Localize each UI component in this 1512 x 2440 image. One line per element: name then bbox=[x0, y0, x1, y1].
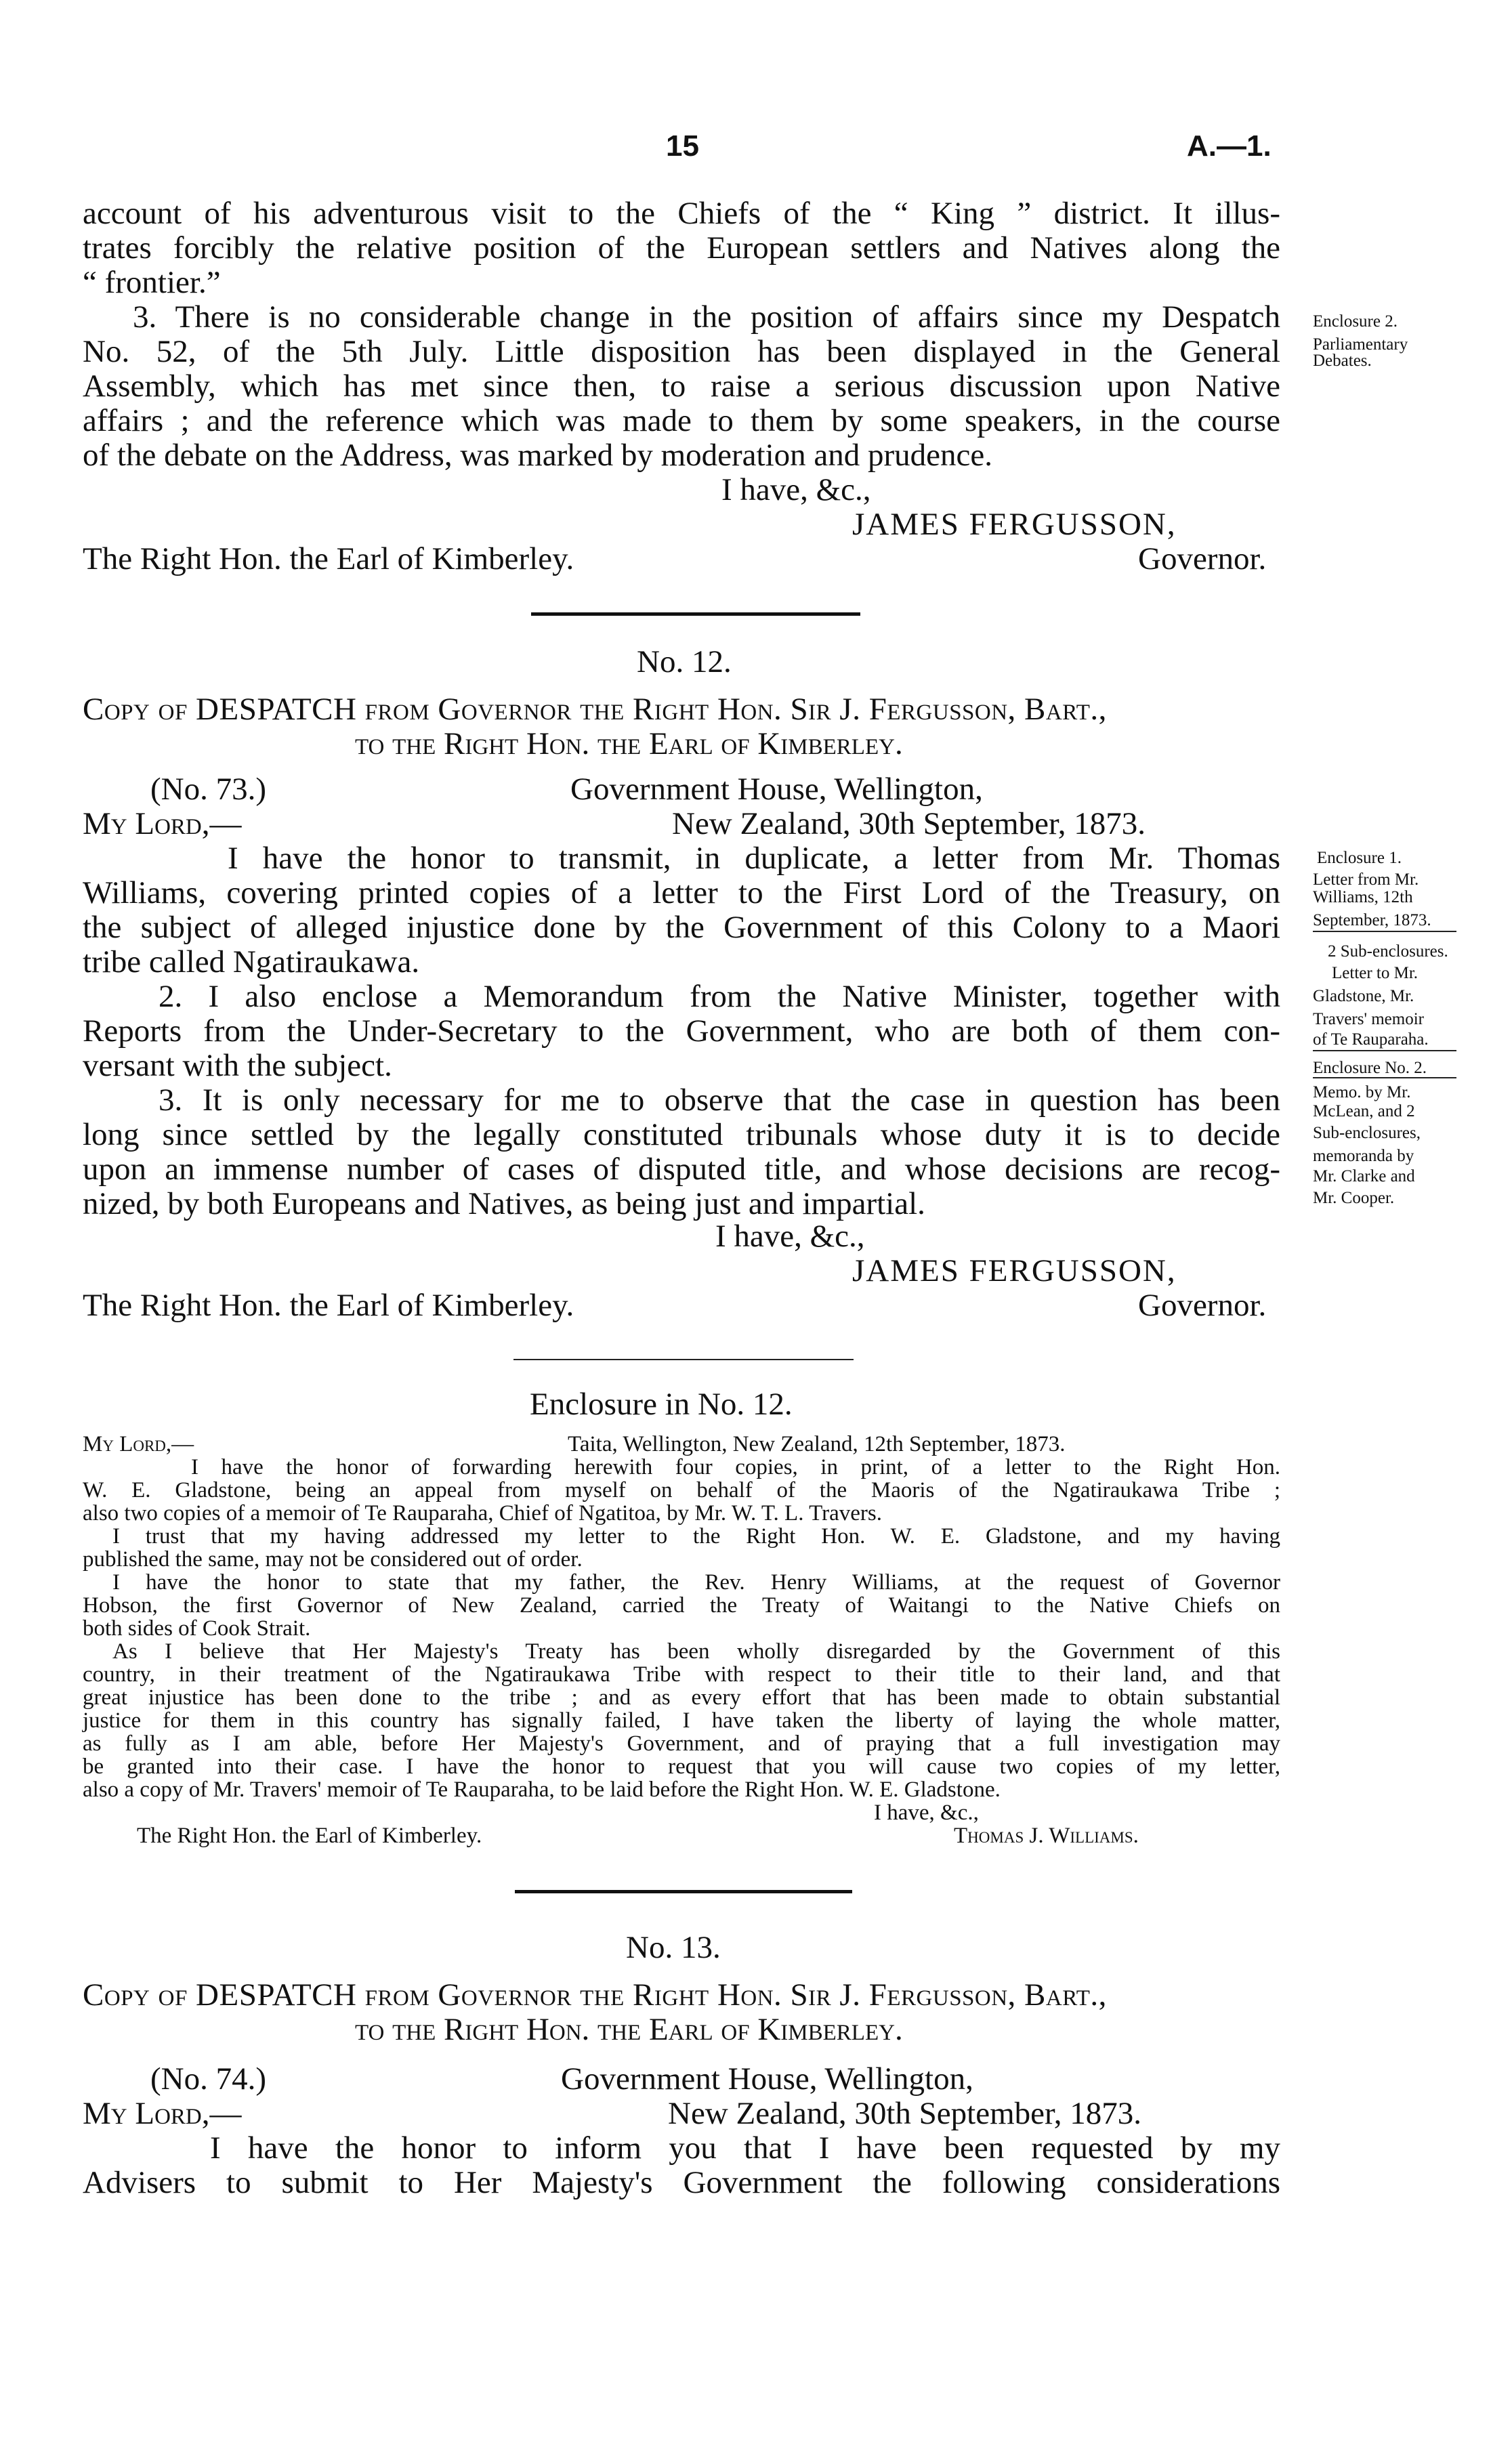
letter-line: W. E. Gladstone, being an appeal from myself on behalf of the Maoris of the Ngatiraukawa Tribe ; bbox=[83, 1478, 1280, 1502]
place-line: Taita, Wellington, New Zealand, 12th September, 1873. bbox=[568, 1432, 1066, 1456]
addressee: The Right Hon. the Earl of Kimberley. bbox=[137, 1824, 482, 1848]
letter-line: also two copies of a memoir of Te Rauparaha, Chief of Ngatitoa, by Mr. W. T. L. Travers. bbox=[83, 1501, 882, 1526]
margin-note: Debates. bbox=[1313, 352, 1372, 370]
place-line: Government House, Wellington, bbox=[570, 772, 983, 807]
page-number: 15 bbox=[666, 129, 699, 163]
place-line: Government House, Wellington, bbox=[561, 2061, 973, 2097]
section-divider bbox=[513, 1359, 854, 1360]
margin-note: memoranda by bbox=[1313, 1147, 1414, 1165]
body-line: Williams, covering printed copies of a letter to the First Lord of the Treasury, on bbox=[83, 875, 1280, 910]
body-line: trates forcibly the relative position of the European settlers and Natives along the bbox=[83, 230, 1280, 266]
letter-line: I trust that my having addressed my letter to the Right Hon. W. E. Gladstone, and my having bbox=[112, 1524, 1280, 1549]
body-line: 2. I also enclose a Memorandum from the Native Minister, together with bbox=[159, 979, 1280, 1014]
margin-divider bbox=[1313, 931, 1456, 932]
body-line: “ frontier.” bbox=[83, 265, 221, 300]
body-line: tribe called Ngatiraukawa. bbox=[83, 944, 420, 980]
body-line: affairs ; and the reference which was made to them by some speakers, in the course bbox=[83, 403, 1280, 438]
letter-line: justice for them in this country has signally failed, I have taken the liberty of laying the whole matter, bbox=[83, 1708, 1280, 1733]
margin-divider bbox=[1313, 1077, 1456, 1078]
body-line: the subject of alleged injustice done by the Government of this Colony to a Maori bbox=[83, 910, 1280, 945]
body-line: Reports from the Under-Secretary to the Government, who are both of them con- bbox=[83, 1013, 1280, 1049]
closing: I have, &c., bbox=[721, 472, 871, 507]
margin-divider bbox=[1313, 1050, 1456, 1051]
title: Governor. bbox=[1138, 541, 1267, 576]
letter-line: Hobson, the first Governor of New Zealand, carried the Treaty of Waitangi to the Native Chiefs on bbox=[83, 1593, 1280, 1618]
signature: JAMES FERGUSSON, bbox=[852, 507, 1177, 542]
body-line: No. 52, of the 5th July. Little disposition has been displayed in the General bbox=[83, 334, 1280, 369]
section-heading: No. 12. bbox=[637, 644, 732, 679]
letter-line: as fully as I am able, before Her Majesty's Government, and of praying that a full investigation may bbox=[83, 1731, 1280, 1756]
body-line: Advisers to submit to Her Majesty's Government the following considerations bbox=[83, 2165, 1280, 2200]
margin-note: September, 1873. bbox=[1313, 911, 1431, 929]
body-line: I have the honor to inform you that I have been requested by my bbox=[210, 2130, 1280, 2166]
section-heading: No. 13. bbox=[626, 1930, 721, 1965]
body-line: versant with the subject. bbox=[83, 1048, 392, 1083]
margin-note: Enclosure 1. bbox=[1317, 849, 1402, 867]
body-line: nized, by both Europeans and Natives, as being just and impartial. bbox=[83, 1186, 925, 1221]
despatch-title: Copy of DESPATCH from Governor the Right Hon. Sir J. Fergusson, Bart., bbox=[83, 692, 1107, 727]
section-heading: Enclosure in No. 12. bbox=[530, 1387, 793, 1422]
body-line: Assembly, which has met since then, to raise a serious discussion upon Native bbox=[83, 369, 1280, 404]
section-divider bbox=[515, 1890, 852, 1893]
margin-note: Enclosure 2. bbox=[1313, 312, 1398, 331]
salutation: My Lord,— bbox=[83, 1432, 194, 1456]
despatch-number: (No. 74.) bbox=[150, 2061, 266, 2097]
closing: I have, &c., bbox=[874, 1801, 979, 1825]
letter-line: great injustice has been done to the tribe ; and as every effort that has been made to obtain substantial bbox=[83, 1685, 1280, 1710]
margin-note: Parliamentary bbox=[1313, 335, 1408, 354]
despatch-title: to the Right Hon. the Earl of Kimberley. bbox=[355, 726, 903, 761]
letter-line: I have the honor to state that my father, the Rev. Henry Williams, at the request of Governor bbox=[112, 1570, 1280, 1595]
margin-note: McLean, and 2 bbox=[1313, 1102, 1415, 1120]
margin-note: Mr. Clarke and bbox=[1313, 1167, 1415, 1185]
letter-line: also a copy of Mr. Travers' memoir of Te Rauparaha, to be laid before the Right Hon. W. E. Gladstone. bbox=[83, 1778, 1001, 1802]
margin-note: Travers' memoir bbox=[1313, 1010, 1424, 1028]
body-line: 3. It is only necessary for me to observe that the case in question has been bbox=[159, 1082, 1280, 1118]
despatch-title: Copy of DESPATCH from Governor the Right Hon. Sir J. Fergusson, Bart., bbox=[83, 1977, 1107, 2013]
body-line: long since settled by the legally constituted tribunals whose duty it is to decide bbox=[83, 1117, 1280, 1152]
title: Governor. bbox=[1138, 1288, 1267, 1323]
section-divider bbox=[531, 612, 860, 616]
letter-line: be granted into their case. I have the honor to request that you will cause two copies of my letter, bbox=[83, 1754, 1280, 1779]
letter-line: both sides of Cook Strait. bbox=[83, 1616, 311, 1641]
closing: I have, &c., bbox=[715, 1219, 865, 1254]
salutation: My Lord,— bbox=[83, 2096, 242, 2131]
place-line: New Zealand, 30th September, 1873. bbox=[668, 2096, 1142, 2131]
salutation: My Lord,— bbox=[83, 806, 242, 841]
margin-note: Letter from Mr. bbox=[1313, 870, 1419, 889]
letter-line: published the same, may not be considered out of order. bbox=[83, 1547, 583, 1572]
body-line: I have the honor to transmit, in duplicate, a letter from Mr. Thomas bbox=[228, 841, 1280, 876]
margin-note: Enclosure No. 2. bbox=[1313, 1059, 1427, 1077]
letter-line: As I believe that Her Majesty's Treaty has been wholly disregarded by the Government of this bbox=[112, 1639, 1280, 1664]
margin-note: Memo. by Mr. bbox=[1313, 1083, 1411, 1101]
body-line: of the debate on the Address, was marked by moderation and prudence. bbox=[83, 438, 992, 473]
letter-line: country, in their treatment of the Ngatiraukawa Tribe with respect to their title to their land, and that bbox=[83, 1662, 1280, 1687]
addressee: The Right Hon. the Earl of Kimberley. bbox=[83, 541, 574, 576]
despatch-number: (No. 73.) bbox=[150, 772, 266, 807]
letter-line: I have the honor of forwarding herewith four copies, in print, of a letter to the Right Hon. bbox=[191, 1455, 1280, 1479]
body-line: account of his adventurous visit to the Chiefs of the “ King ” district. It illus- bbox=[83, 196, 1280, 231]
despatch-title: to the Right Hon. the Earl of Kimberley. bbox=[355, 2012, 903, 2047]
margin-note: Mr. Cooper. bbox=[1313, 1189, 1395, 1207]
signature: Thomas J. Williams. bbox=[954, 1824, 1139, 1848]
body-line: 3. There is no considerable change in the position of affairs since my Despatch bbox=[133, 299, 1280, 335]
margin-note: 2 Sub-enclosures. bbox=[1328, 942, 1448, 961]
margin-note: Gladstone, Mr. bbox=[1313, 987, 1414, 1005]
signature: JAMES FERGUSSON, bbox=[852, 1253, 1177, 1288]
margin-note: Williams, 12th bbox=[1313, 888, 1413, 906]
margin-note: Sub-enclosures, bbox=[1313, 1124, 1421, 1142]
place-line: New Zealand, 30th September, 1873. bbox=[672, 806, 1146, 841]
body-line: upon an immense number of cases of disputed title, and whose decisions are recog- bbox=[83, 1152, 1280, 1187]
document-reference: A.—1. bbox=[1187, 129, 1272, 163]
addressee: The Right Hon. the Earl of Kimberley. bbox=[83, 1288, 574, 1323]
margin-note: Letter to Mr. bbox=[1332, 964, 1419, 982]
margin-note: of Te Rauparaha. bbox=[1313, 1030, 1429, 1049]
